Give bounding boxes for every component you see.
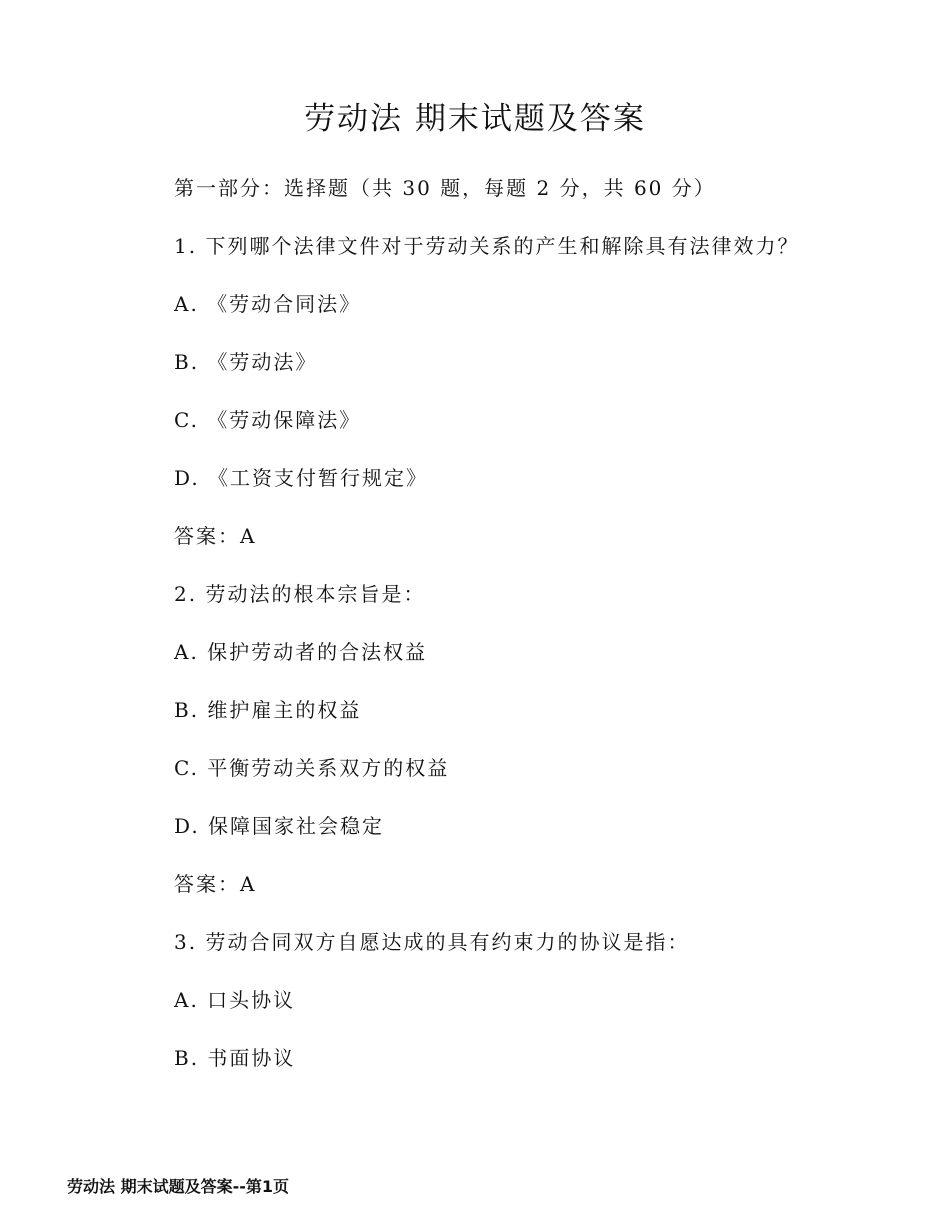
question-1-option-d: D. 《工资支付暂行规定》: [174, 466, 429, 490]
question-2-option-b: B. 维护雇主的权益: [174, 698, 362, 722]
question-1-option-c: C. 《劳动保障法》: [174, 408, 362, 432]
document-content: [174, 167, 874, 1095]
question-1-option-a: A. 《劳动合同法》: [174, 292, 362, 316]
question-2-option-c: C. 平衡劳动关系双方的权益: [174, 756, 450, 780]
question-3-option-b: B. 书面协议: [174, 1046, 296, 1070]
question-1: 1. 下列哪个法律文件对于劳动关系的产生和解除具有法律效力？: [174, 234, 800, 258]
question-2-option-d: D. 保障国家社会稳定: [174, 814, 385, 838]
question-2-option-a: A. 保护劳动者的合法权益: [174, 640, 428, 664]
question-3-option-a: A. 口头协议: [174, 988, 296, 1012]
page-footer: 劳动法 期末试题及答案--第1页: [67, 1177, 289, 1196]
question-2-answer: 答案：A: [174, 872, 257, 896]
question-2: 2. 劳动法的根本宗旨是：: [174, 582, 426, 606]
question-1-option-b: B. 《劳动法》: [174, 350, 318, 374]
document-title: 劳动法 期末试题及答案: [304, 101, 646, 137]
section-heading: 第一部分：选择题（共 30 题，每题 2 分，共 60 分）: [174, 176, 716, 200]
question-3: 3. 劳动合同双方自愿达成的具有约束力的协议是指：: [174, 930, 690, 954]
question-1-answer: 答案：A: [174, 524, 257, 548]
